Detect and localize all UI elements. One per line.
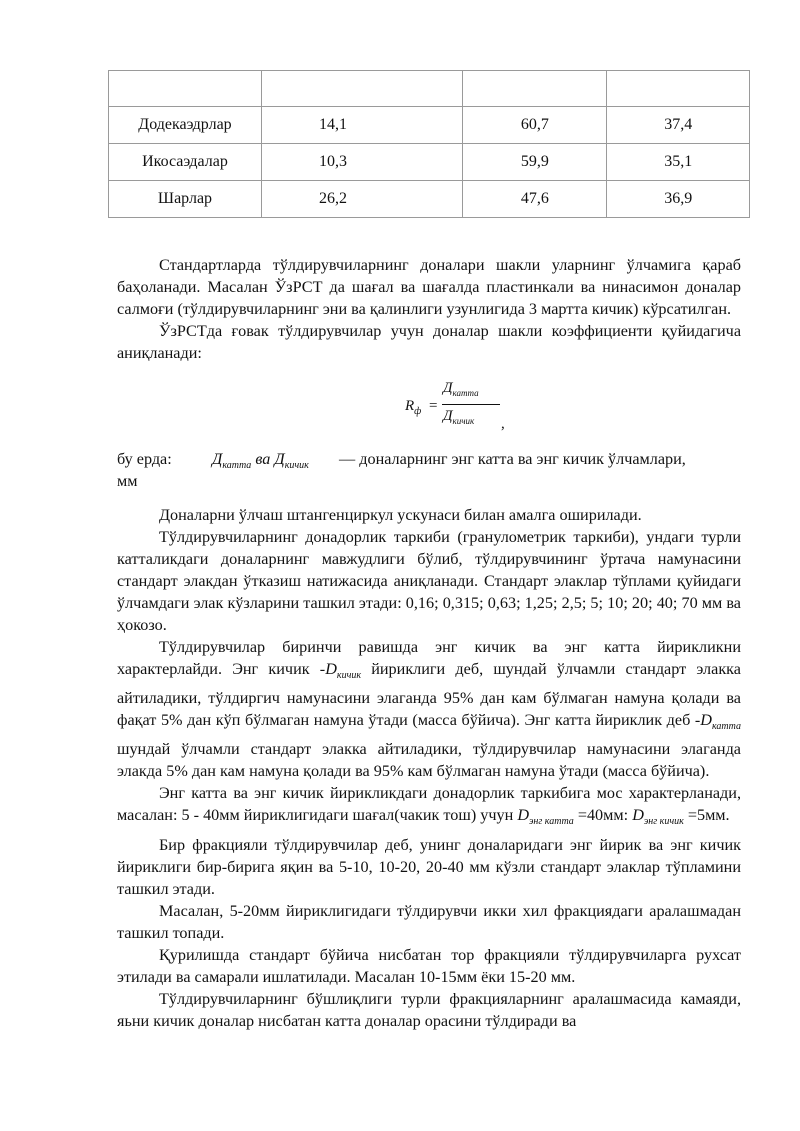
table-row — [109, 144, 750, 181]
intro-text — [117, 254, 741, 364]
formula-lhs: $R_ф$ — [405, 398, 422, 417]
paragraph: Масалан, 5-20мм йириклигидаги тўлдирувчи икки хил фракциядаги аралашмадан ташкил топади. — [117, 901, 741, 942]
fraction-bar — [442, 404, 500, 405]
paragraph: Тўлдирувчиларнинг донадорлик таркиби (гранулометрик таркиби), ундаги турли катталикдаги доналарнинг мавжудлиги бўлиб, тўлдирувчининг ўртача намунасини стандарт элакдан ўтказиш натижасида аниқланади. Стандарт элаклар тўплами қуйидаги ўлчамдаги элак кўзларини ташкил этади: 0,16; 0,315; 0,63; 1,25; 2,5; 5; 10; 20; 40; 70 мм ва ҳокозо. — [117, 528, 741, 634]
where-symbols: $Д_{катта}$ ва $Д_{кичик}$ — [212, 450, 309, 472]
formula-legend — [117, 448, 741, 490]
paragraph: Бир фракцияли тўлдирувчилар деб, унинг доналаридаги энг йирик ва энг кичик йириклиги бир-бирига яқин ва 5-10, 10-20, 20-40 мм кўзли стандарт элаклар тўпламини ташкил этади. — [117, 835, 741, 898]
table-cell: 14,1 — [261, 107, 462, 144]
table-cell-name: Шарлар — [109, 181, 262, 218]
table-cell: 10,3 — [261, 144, 462, 181]
where-unit: мм — [117, 472, 138, 490]
paragraph: Тўлдирувчилар биринчи равишда энг кичик ва энг катта йирикликни характерлайди. Энг кичик $-D_{кичик}$ йириклиги деб, шундай ўлчамли стандарт элакка айтиладики, тўлдиргич намунасини элаганда 95% дан кам бўлмаган намуна қолади ва фақат 5% дан кўп бўлмаган намуна ўтади (масса бўйича). Энг катта йириклик деб $-D_{катта}$ шундай ўлчамли стандарт элакка айтиладики, тўлдирувчилар намунасини элаганда элакда 5% дан кам намуна қолади ва 95% кам бўлмаган намуна ўтади (масса бўйича). — [117, 638, 741, 781]
table-row — [109, 181, 750, 218]
table-cell — [261, 71, 462, 107]
table-cell: 35,1 — [607, 144, 750, 181]
where-label: бу ерда: — [117, 450, 172, 468]
shape-coefficient-formula — [405, 380, 515, 440]
where-description: — доналарнинг энг катта ва энг кичик ўлчамлари, — [339, 450, 686, 468]
table-cell — [607, 71, 750, 107]
table-row — [109, 107, 750, 144]
table-cell — [463, 71, 607, 107]
paragraph: Қурилишда стандарт бўйича нисбатан тор фракцияли тўлдирувчиларга рухсат этилади ва самарали ишлатилади. Масалан 10-15мм ёки 15-20 мм. — [117, 945, 741, 986]
formula-numerator: $Д_{катта}$ — [443, 380, 479, 398]
formula-comma: , — [501, 416, 505, 432]
table-row — [109, 71, 750, 107]
grain-shape-table — [108, 70, 750, 218]
table-cell: 60,7 — [463, 107, 607, 144]
table-cell: 26,2 — [261, 181, 462, 218]
table-cell: 59,9 — [463, 144, 607, 181]
table-cell: 47,6 — [463, 181, 607, 218]
paragraph: Тўлдирувчиларнинг бўшлиқлиги турли фракцияларнинг аралашмасида камаяди, яьни кичик доналар нисбатан катта доналар орасини тўлдиради ва — [117, 989, 741, 1030]
table-cell — [109, 71, 262, 107]
body-text — [117, 504, 741, 1032]
table-cell: 36,9 — [607, 181, 750, 218]
table-cell: 37,4 — [607, 107, 750, 144]
paragraph: Доналарни ўлчаш штангенциркул ускунаси билан амалга оширилади. — [159, 506, 642, 524]
paragraph: Энг катта ва энг кичик йирикликдаги донадорлик таркибига мос характерланади, масалан: 5 - 40мм йириклигидаги шағал(чакик тош) учун $D_{энг катта} =40мм$: $D_{энг кичик} =5мм$. — [117, 784, 741, 828]
formula-equals: = — [429, 398, 438, 414]
table-cell-name: Икосаэдалар — [109, 144, 262, 181]
paragraph: ЎзРСТда ғовак тўлдирувчилар учун доналар шакли коэффициенти қуйидагича аниқланади: — [117, 322, 741, 362]
formula-denominator: $Д_{кичик}$ — [443, 408, 475, 426]
paragraph: Стандартларда тўлдирувчиларнинг доналари шакли уларнинг ўлчамига қараб баҳоланади. Масалан ЎзРСТ да шағал ва шағалда пластинкали ва нинасимон доналар салмоғи (тўлдирувчиларнинг эни ва қалинлиги узунлигида 3 мартта кичик) кўрсатилган. — [117, 256, 741, 318]
table-cell-name: Додекаэдрлар — [109, 107, 262, 144]
